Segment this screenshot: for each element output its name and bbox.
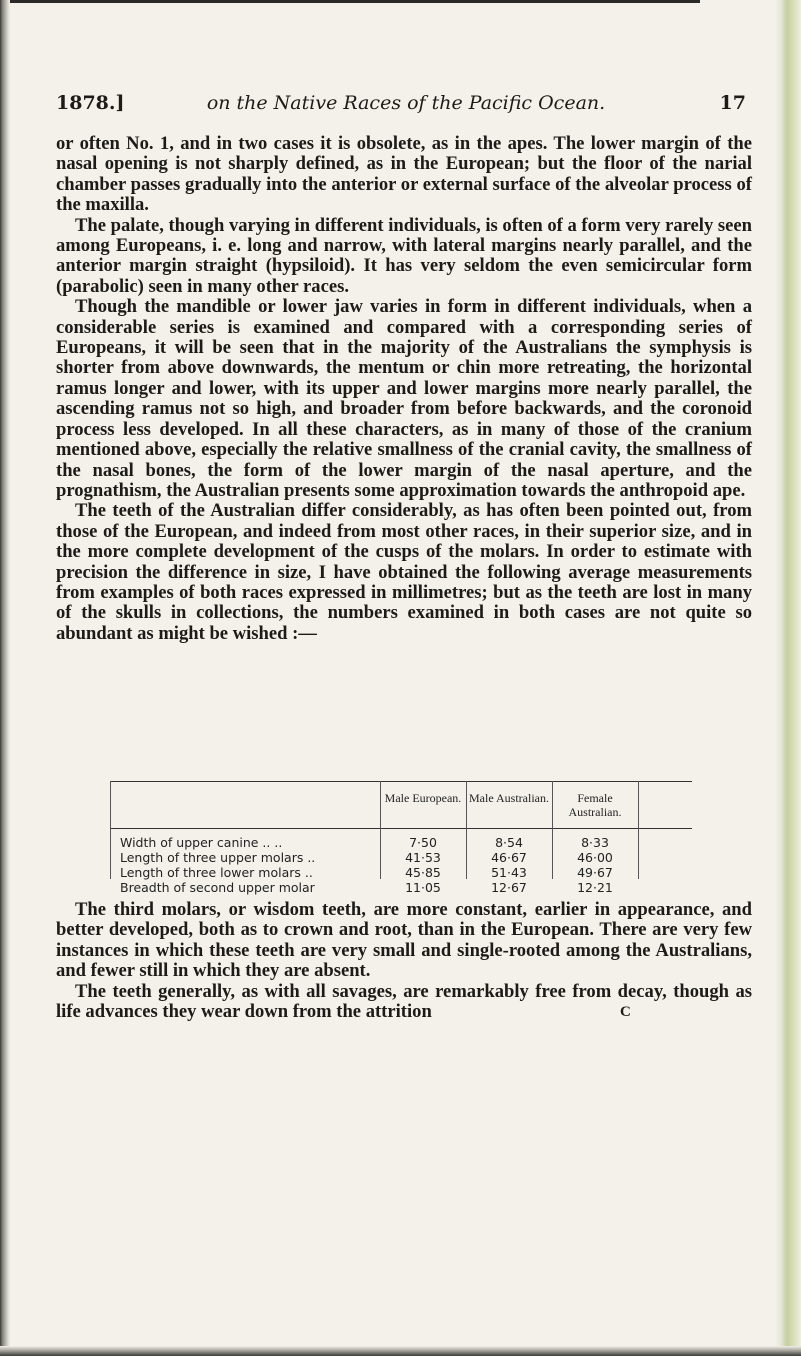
teeth-measurement-table [110,781,692,895]
body-text-after-table [56,900,752,1022]
running-head [56,92,756,116]
cell-value: 41·53 [405,850,441,865]
page-right-edge [775,0,801,1356]
signature-mark: C [620,1004,631,1020]
paragraph: Though the mandible or lower jaw varies in form in different individuals, when a considerable series is examined and compared with a corresponding series of Europeans, it will be seen that in the majority of the Australians the symphysis is shorter from above downwards, the mentum or chin more retreating, the horizontal ramus longer and lower, with its upper and lower margins more nearly parallel, the ascending ramus not so high, and broader from before backwards, and the coronoid process less developed. In all these characters, as in many of those of the cranium mentioned above, especially the relative smallness of the cranial cavity, the smallness of the nasal bones, the form of the lower margin of the nasal aperture, and the prognathism, the Australian presents some approximation towards the anthropoid ape. [56,296,752,501]
column-header: Male Australian. [469,791,549,805]
cell-value: 8·54 [495,835,523,850]
cell-value: 51·43 [491,865,527,880]
table-row [110,835,692,850]
paragraph: The third molars, or wisdom teeth, are more constant, earlier in appearance, and better developed, both as to crown and root, than in the European. There are very few instances in which these teeth are very small and single-rooted among the Australians, and fewer still in which they are absent. [56,899,752,982]
cell-value: 7·50 [409,835,437,850]
cell-value: 11·05 [405,880,441,895]
paragraph: The teeth of the Australian differ considerably, as has often been pointed out, from those of the European, and indeed from most other races, in their superior size, and in the more complete development of the cusps of the molars. In order to estimate with precision the difference in size, I have obtained the following average measurements from examples of both races expressed in millimetres; but as the teeth are lost in many of the skulls in collections, the numbers examined in both cases are not quite so abundant as might be wished :— [56,500,752,644]
header-title: on the Native Races of the Pacific Ocean. [206,92,606,114]
paragraph: The teeth generally, as with all savages, are remarkably free from decay, though as life advances they wear down from the attrition [56,980,752,1023]
cell-value: 12·67 [491,880,527,895]
table-row [110,865,692,880]
page-top-edge [0,0,700,3]
cell-value: 46·67 [491,850,527,865]
row-label: Width of upper canine .. .. [120,835,283,850]
cell-value: 46·00 [577,850,613,865]
cell-value: 8·33 [581,835,609,850]
cell-value: 49·67 [577,865,613,880]
table-body [110,835,692,895]
paragraph: or often No. 1, and in two cases it is obsolete, as in the apes. The lower margin of the nasal opening is not sharply defined, as in the European; but the floor of the narial chamber passes gradually into the anterior or external surface of the alveolar process of the maxilla. [56,133,752,216]
table-top-rule [110,781,692,782]
table-header-rule [110,828,692,829]
paragraph: The palate, though varying in different individuals, is often of a form very rarely seen among Europeans, i. e. long and narrow, with lateral margins nearly parallel, and the anterior margin straight (hypsiloid). It has very seldom the even semicircular form (parabolic) seen in many other races. [56,214,752,297]
table-row [110,880,692,895]
row-label: Breadth of second upper molar [120,880,315,895]
page-left-shadow [0,0,10,1356]
cell-value: 45·85 [405,865,441,880]
column-header: Male European. [384,791,462,805]
page-number: 17 [719,92,746,114]
body-text-before-table [56,134,752,644]
cell-value: 12·21 [577,880,613,895]
row-label: Length of three lower molars .. [120,865,313,880]
table-row [110,850,692,865]
row-label: Length of three upper molars .. [120,850,316,865]
column-header: Female Australian. [568,791,622,819]
page-bottom-edge [0,1346,801,1356]
header-year: 1878.] [56,92,125,114]
